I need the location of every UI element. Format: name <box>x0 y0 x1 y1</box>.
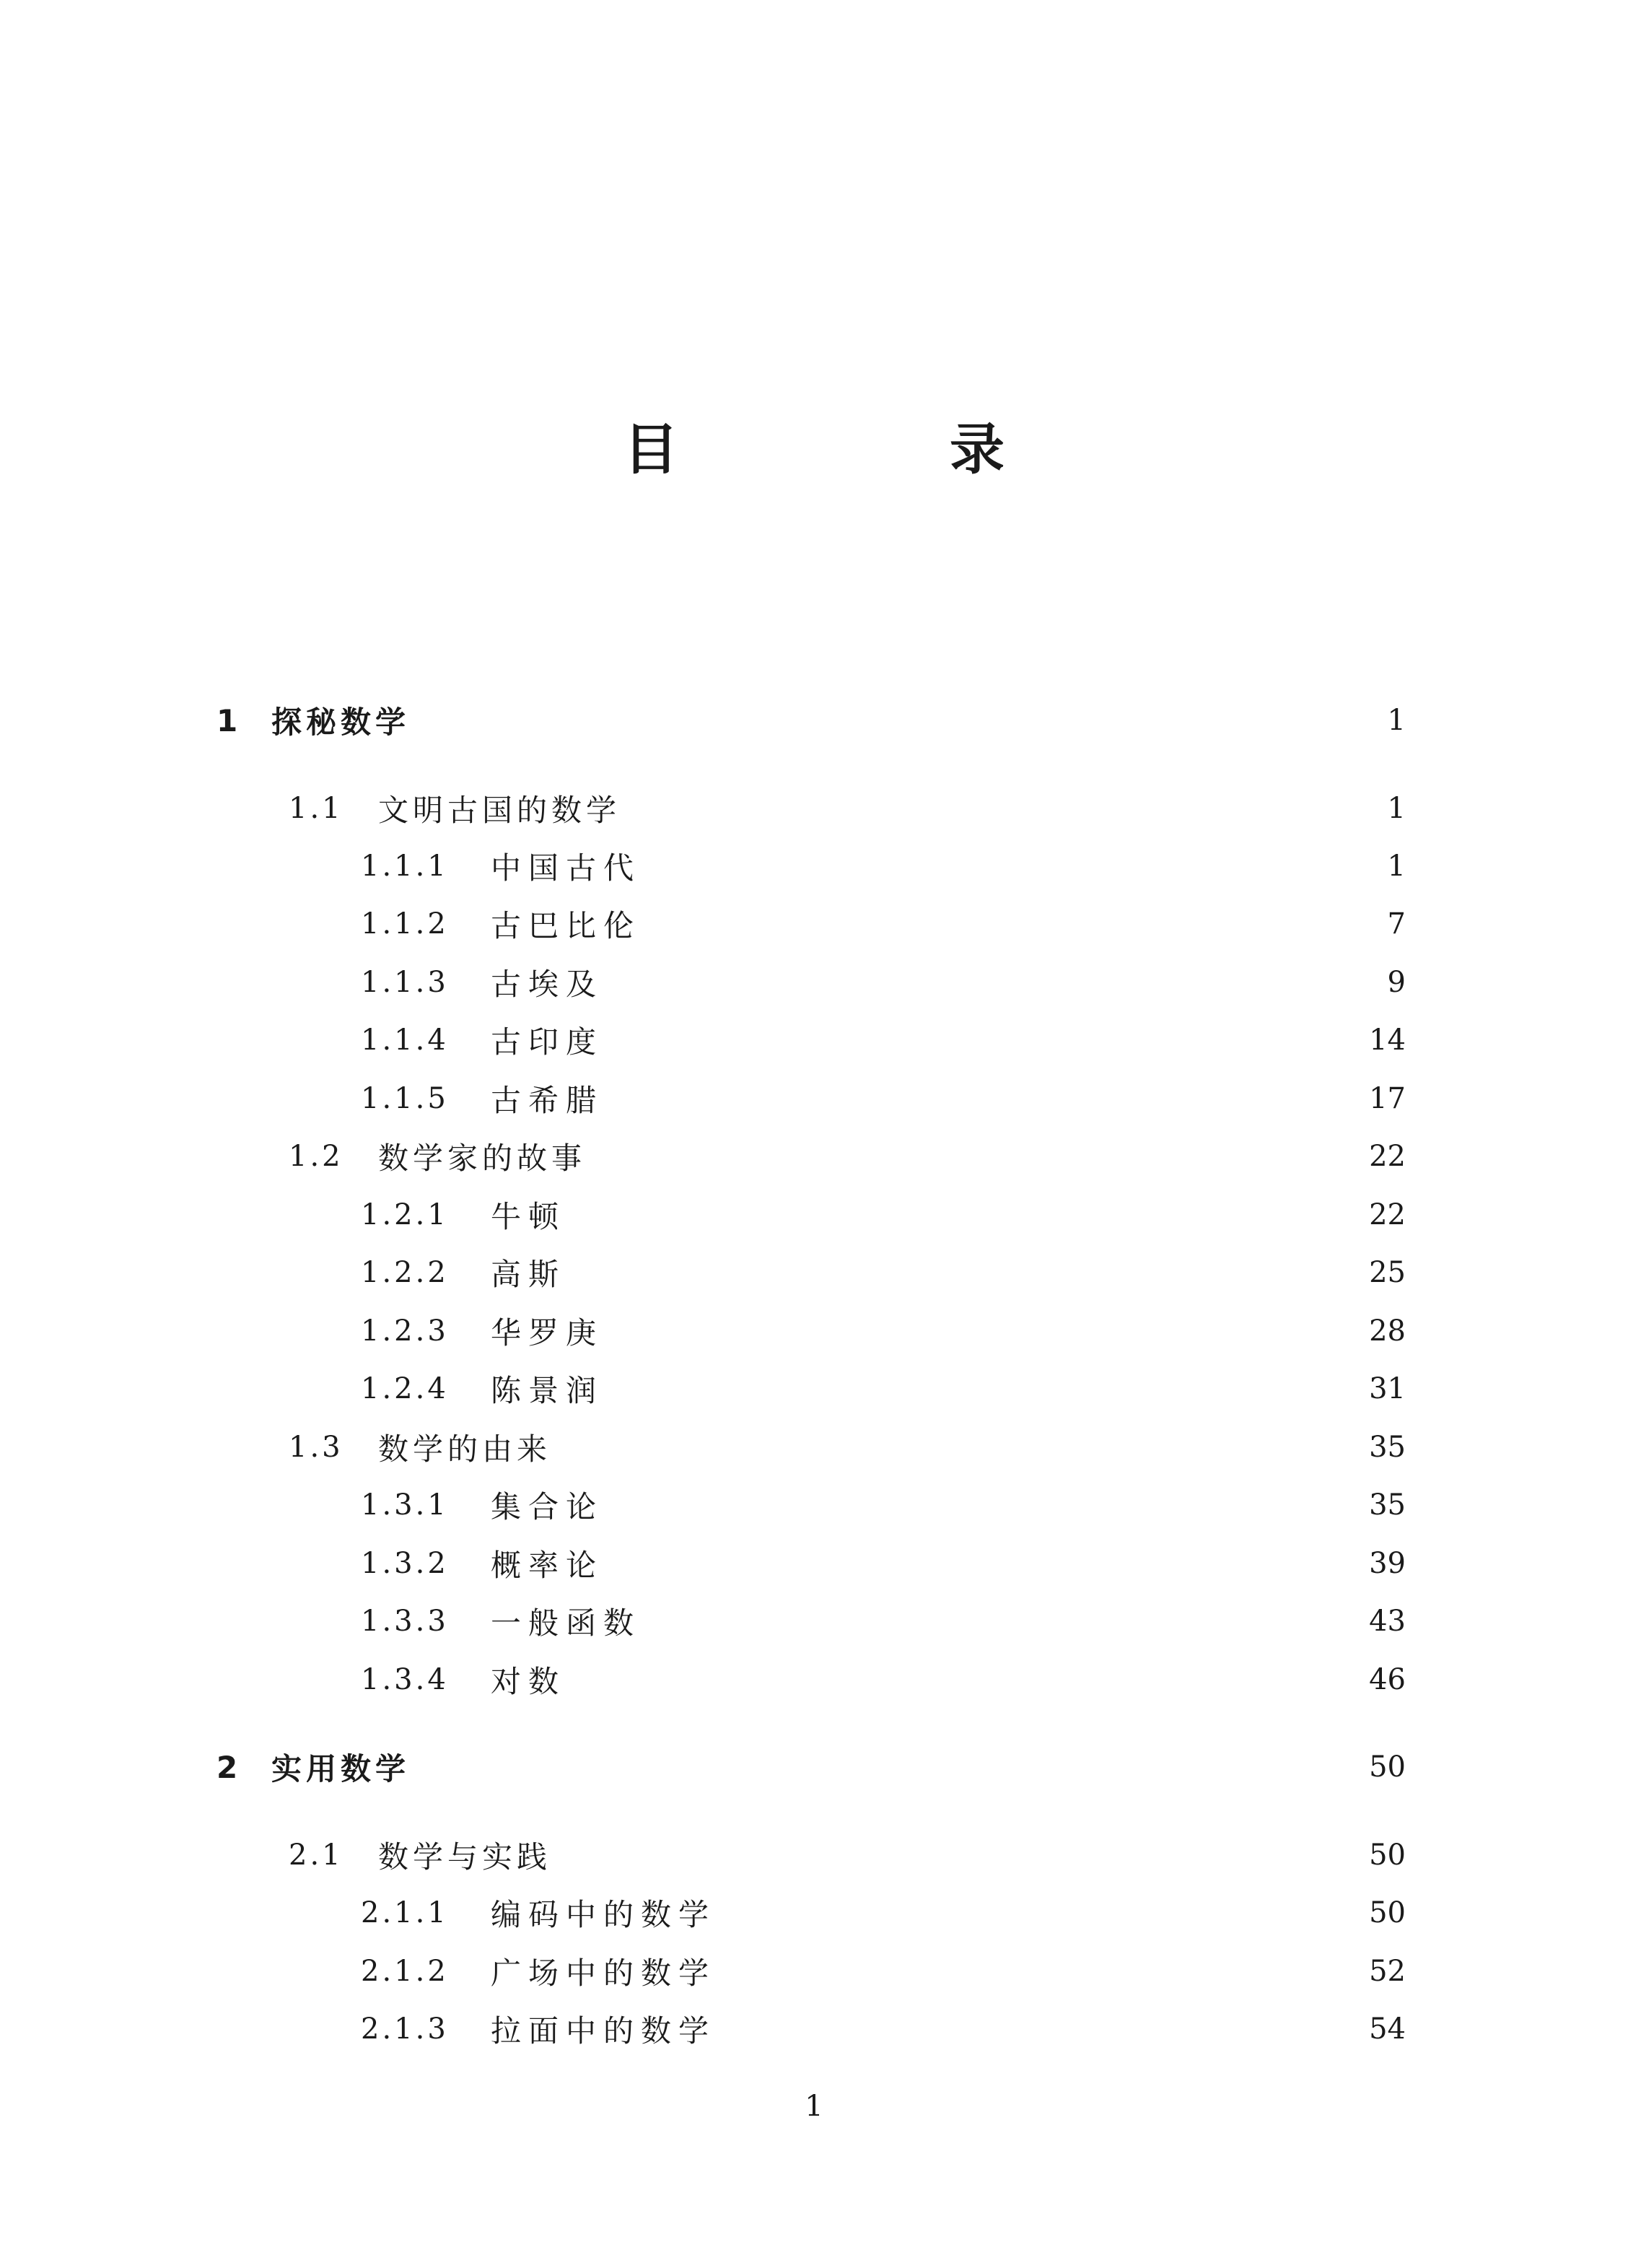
entry-title: 古巴比伦 <box>491 908 642 943</box>
entry-number: 2.1 <box>289 1839 343 1872</box>
toc-entry[interactable] <box>361 1600 1406 1643</box>
dot-leader <box>583 1658 1358 1701</box>
page-number: 1 <box>805 2090 823 2123</box>
entry-number: 2 <box>216 1749 238 1785</box>
entry-page: 43 <box>1369 1605 1406 1638</box>
entry-page: 35 <box>1369 1488 1406 1522</box>
entry-page: 1 <box>1387 850 1406 883</box>
entry-title: 古印度 <box>491 1024 604 1060</box>
toc-entry[interactable] <box>361 1309 1406 1353</box>
toc-entry[interactable] <box>289 787 1406 830</box>
entry-title: 一般函数 <box>491 1605 642 1641</box>
entry-page: 54 <box>1369 2012 1406 2046</box>
entry-number: 1.3 <box>289 1431 343 1464</box>
dot-leader <box>603 1135 1358 1178</box>
toc-entry[interactable] <box>216 699 1406 742</box>
toc-entry[interactable] <box>361 1950 1406 1993</box>
dot-leader <box>733 1891 1358 1935</box>
toc-entry[interactable] <box>361 902 1406 946</box>
dot-leader <box>621 1077 1358 1120</box>
page-title: 目 录 <box>623 417 1113 481</box>
entry-number: 1 <box>216 702 238 738</box>
toc-entry[interactable] <box>361 961 1406 1004</box>
entry-number: 1.2 <box>289 1140 343 1173</box>
toc-entry[interactable] <box>289 1135 1406 1178</box>
entry-page: 25 <box>1369 1256 1406 1289</box>
entry-number: 2.1.1 <box>361 1896 449 1929</box>
entry-number: 1.2.1 <box>361 1198 449 1231</box>
toc-entry[interactable] <box>361 1891 1406 1935</box>
entry-page: 9 <box>1387 966 1406 999</box>
entry-title: 数学的由来 <box>378 1431 552 1467</box>
dot-leader <box>658 902 1358 946</box>
entry-title: 对数 <box>491 1664 566 1699</box>
entry-number: 1.1 <box>289 792 343 825</box>
entry-title: 古希腊 <box>491 1083 604 1118</box>
entry-title: 编码中的数学 <box>491 1897 717 1932</box>
entry-number: 2.1.3 <box>361 2012 449 2046</box>
dot-leader <box>427 1745 1358 1789</box>
toc-entry[interactable] <box>361 1019 1406 1062</box>
entry-title: 概率论 <box>491 1548 604 1583</box>
toc-entry[interactable] <box>361 1251 1406 1294</box>
dot-leader <box>733 1950 1358 1993</box>
entry-title: 广场中的数学 <box>491 1955 717 1991</box>
toc-entry[interactable] <box>361 1542 1406 1585</box>
toc-entry[interactable] <box>361 1367 1406 1410</box>
entry-title: 探秘数学 <box>271 705 411 740</box>
dot-leader <box>621 1483 1358 1527</box>
entry-number: 1.3.2 <box>361 1547 449 1580</box>
entry-page: 28 <box>1369 1314 1406 1348</box>
entry-page: 50 <box>1369 1896 1406 1929</box>
entry-number: 1.1.2 <box>361 907 449 941</box>
entry-number: 1.1.5 <box>361 1082 449 1115</box>
toc-entry[interactable] <box>361 2007 1406 2051</box>
toc-entry[interactable] <box>361 1658 1406 1701</box>
toc-entry[interactable] <box>289 1833 1406 1877</box>
entry-number: 1.1.3 <box>361 966 449 999</box>
entry-number: 2.1.2 <box>361 1955 449 1988</box>
entry-title: 古埃及 <box>491 967 604 1002</box>
entry-page: 50 <box>1369 1750 1406 1784</box>
entry-page: 31 <box>1369 1372 1406 1405</box>
entry-page: 39 <box>1369 1547 1406 1580</box>
dot-leader <box>583 1193 1358 1237</box>
entry-title: 数学与实践 <box>378 1839 552 1875</box>
entry-page: 7 <box>1387 907 1406 941</box>
dot-leader <box>621 1309 1358 1353</box>
dot-leader <box>733 2007 1358 2051</box>
dot-leader <box>638 787 1358 830</box>
dot-leader <box>621 1367 1358 1410</box>
entry-title: 华罗庚 <box>491 1315 604 1351</box>
entry-number: 1.1.1 <box>361 850 449 883</box>
toc-entry[interactable] <box>289 1426 1406 1469</box>
dot-leader <box>569 1426 1358 1469</box>
entry-title: 高斯 <box>491 1257 566 1292</box>
entry-title: 陈景润 <box>491 1373 604 1408</box>
entry-number: 1.3.4 <box>361 1663 449 1696</box>
entry-page: 14 <box>1369 1024 1406 1057</box>
toc-entry[interactable] <box>361 845 1406 888</box>
entry-number: 1.3.1 <box>361 1488 449 1522</box>
dot-leader <box>621 1542 1358 1585</box>
entry-title: 中国古代 <box>491 850 642 886</box>
entry-page: 22 <box>1369 1198 1406 1231</box>
dot-leader <box>621 961 1358 1004</box>
dot-leader <box>427 699 1358 742</box>
entry-number: 1.2.2 <box>361 1256 449 1289</box>
dot-leader <box>621 1019 1358 1062</box>
entry-page: 1 <box>1387 792 1406 825</box>
entry-page: 1 <box>1387 704 1406 737</box>
toc-entry[interactable] <box>216 1745 1406 1789</box>
toc-entry[interactable] <box>361 1483 1406 1527</box>
dot-leader <box>658 1600 1358 1643</box>
entry-title: 集合论 <box>491 1489 604 1525</box>
entry-number: 1.2.3 <box>361 1314 449 1348</box>
entry-number: 1.3.3 <box>361 1605 449 1638</box>
entry-page: 52 <box>1369 1955 1406 1988</box>
entry-page: 35 <box>1369 1431 1406 1464</box>
entry-number: 1.2.4 <box>361 1372 449 1405</box>
dot-leader <box>658 845 1358 888</box>
entry-page: 46 <box>1369 1663 1406 1696</box>
entry-page: 50 <box>1369 1839 1406 1872</box>
toc-entry[interactable] <box>361 1193 1406 1237</box>
entry-page: 22 <box>1369 1140 1406 1173</box>
entry-title: 文明古国的数学 <box>378 793 621 828</box>
entry-title: 数学家的故事 <box>378 1140 587 1176</box>
entry-title: 牛顿 <box>491 1199 566 1234</box>
toc-entry[interactable] <box>361 1077 1406 1120</box>
entry-number: 1.1.4 <box>361 1024 449 1057</box>
dot-leader <box>583 1251 1358 1294</box>
entry-title: 拉面中的数学 <box>491 2013 717 2049</box>
dot-leader <box>569 1833 1358 1877</box>
entry-page: 17 <box>1369 1082 1406 1115</box>
entry-title: 实用数学 <box>271 1751 411 1787</box>
